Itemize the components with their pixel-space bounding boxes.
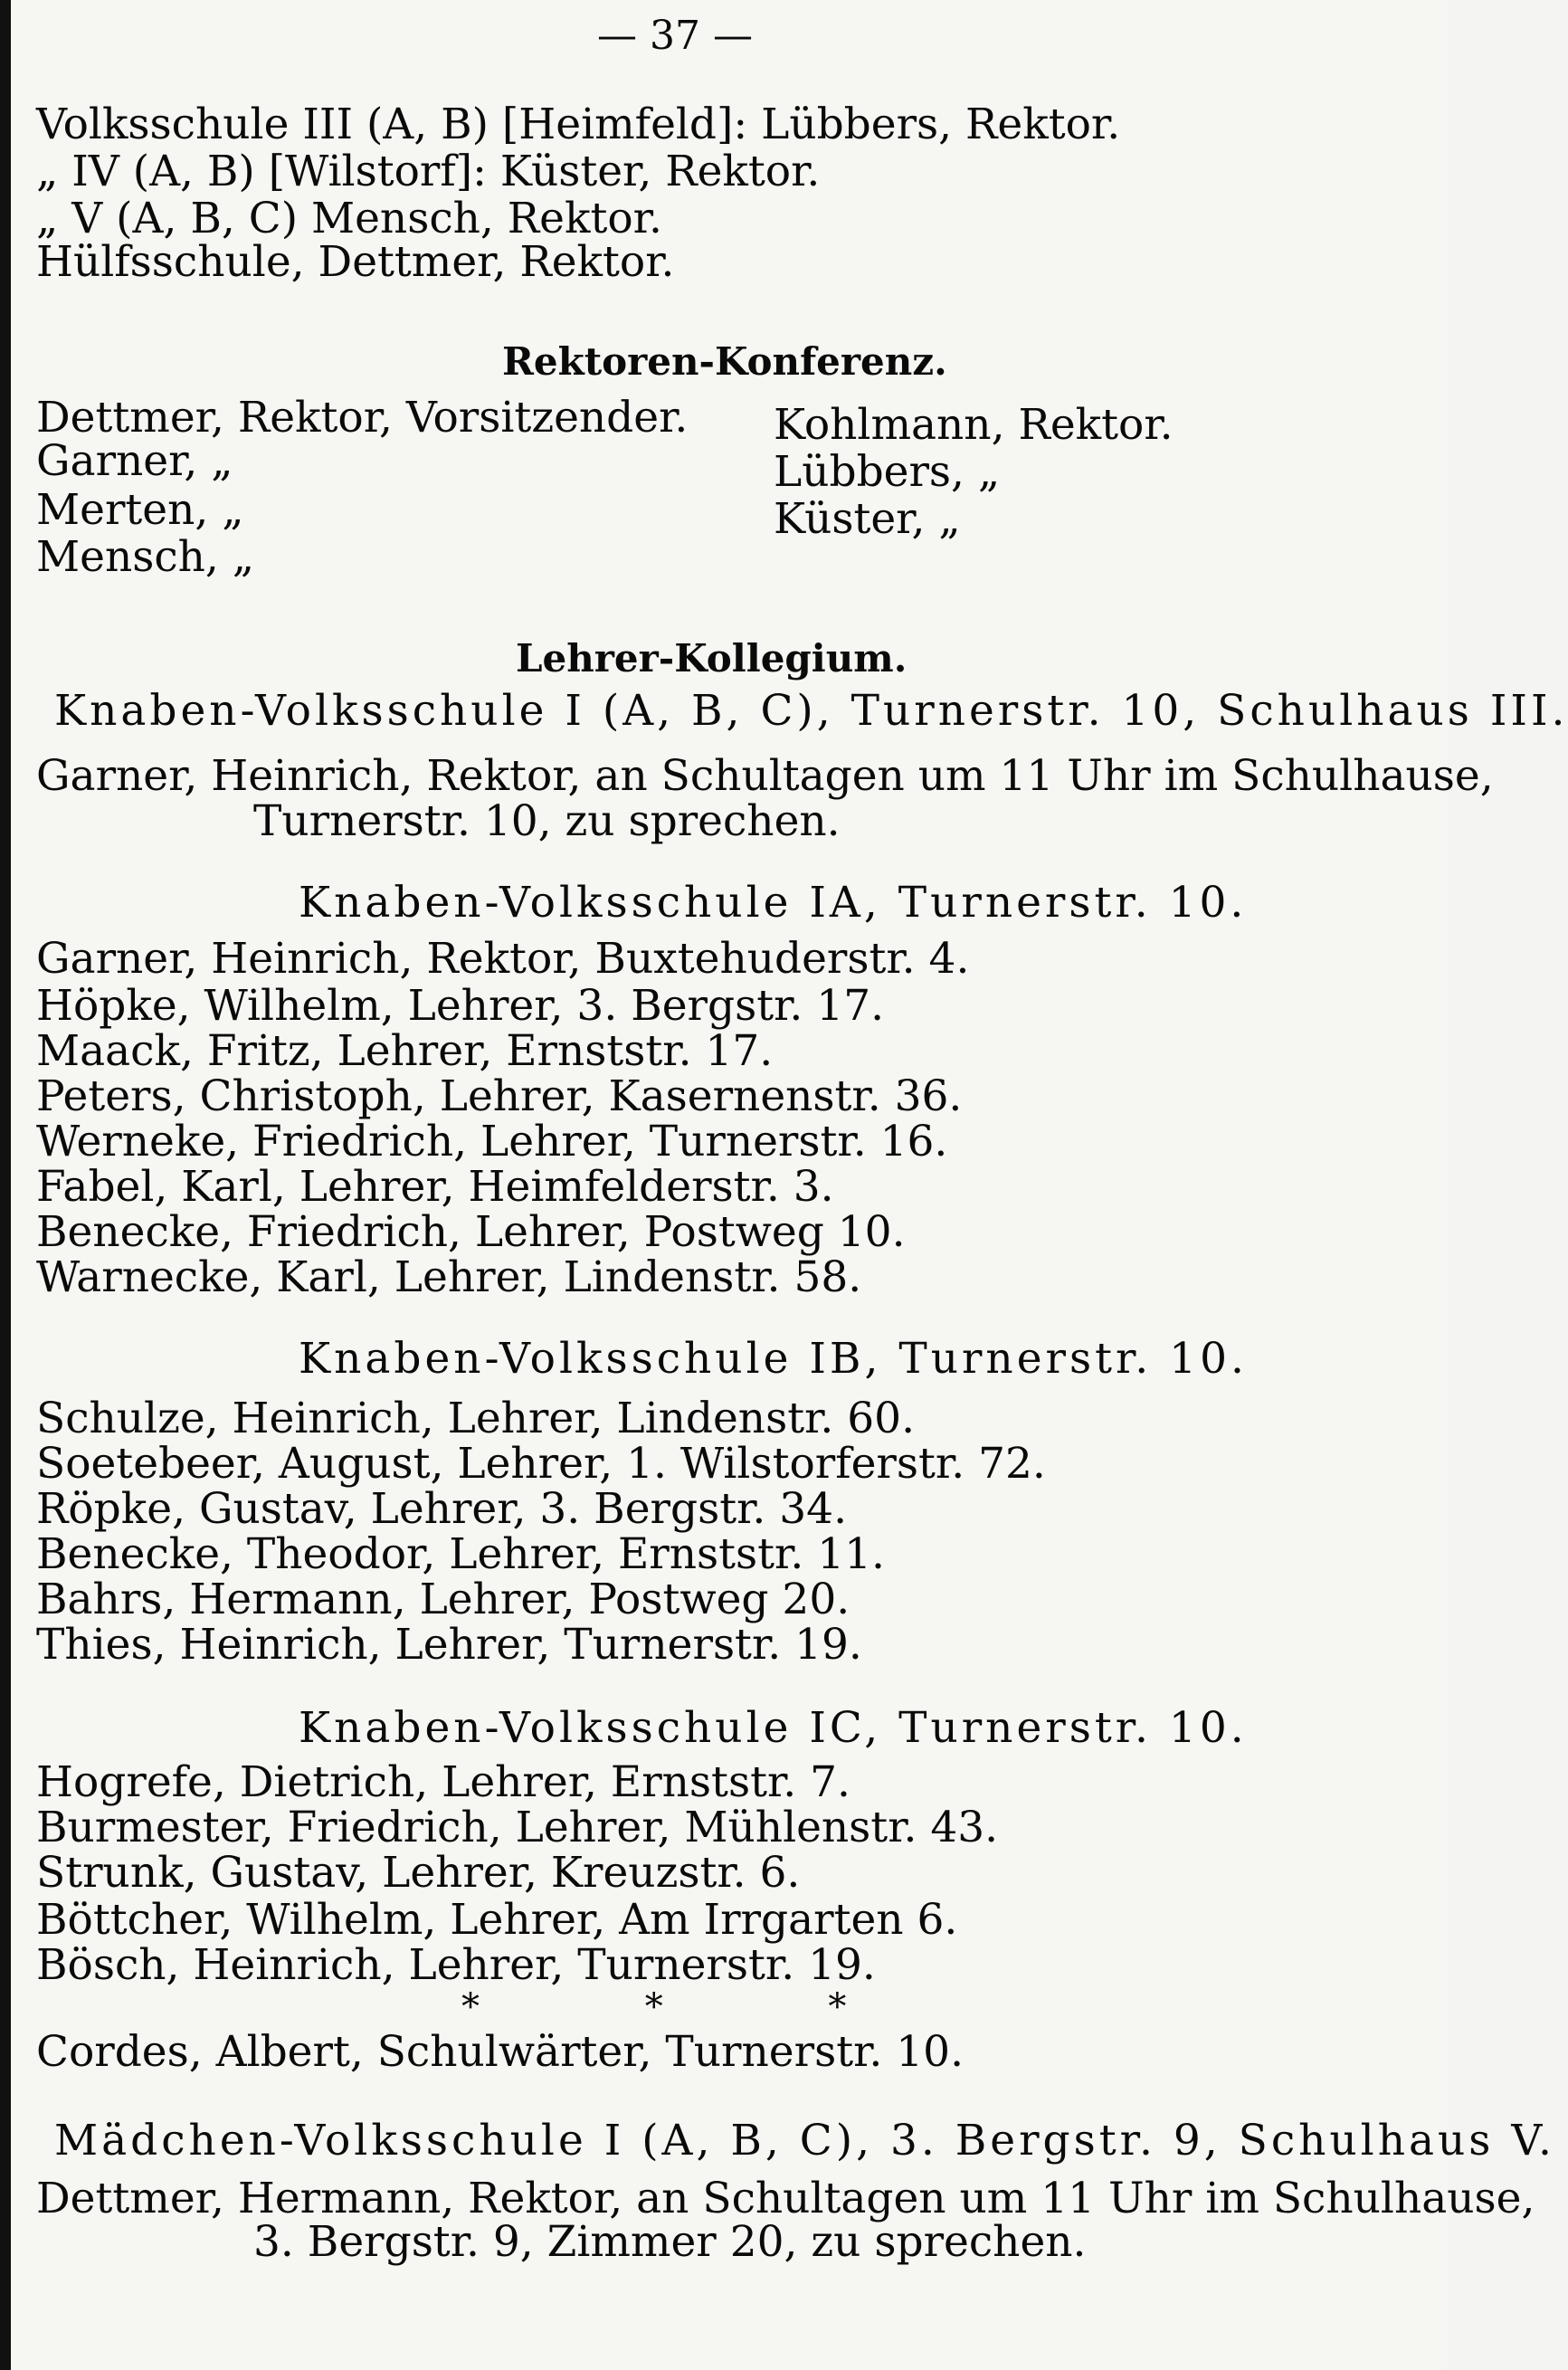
teacher-entry: Werneke, Friedrich, Lehrer, Turnerstr. 16. <box>36 1117 948 1166</box>
rektor-entry: Garner, „ <box>36 436 233 486</box>
teacher-entry: Strunk, Gustav, Lehrer, Kreuzstr. 6. <box>36 1848 801 1898</box>
text-line: Garner, Heinrich, Rektor, an Schultagen um 11 Uhr im Schulhause, <box>36 751 1494 801</box>
teacher-entry: Röpke, Gustav, Lehrer, 3. Bergstr. 34. <box>36 1484 848 1534</box>
page-number: — 37 — <box>597 13 753 59</box>
section-heading: Rektoren-Konferenz. <box>502 339 947 384</box>
teacher-entry: Benecke, Theodor, Lehrer, Ernststr. 11. <box>36 1529 885 1579</box>
subsection-title: Knaben-Volksschule IC, Turnerstr. 10. <box>299 1703 1248 1753</box>
school-line: „ V (A, B, C) Mensch, Rektor. <box>36 194 662 243</box>
school-title: Mädchen-Volksschule I (A, B, C), 3. Bergstr. 9, Schulhaus V. <box>54 2116 1555 2165</box>
teacher-entry: Hogrefe, Dietrich, Lehrer, Ernststr. 7. <box>36 1757 851 1807</box>
school-title: Knaben-Volksschule I (A, B, C), Turnerstr. 10, Schulhaus III. <box>54 686 1568 736</box>
teacher-entry: Höpke, Wilhelm, Lehrer, 3. Bergstr. 17. <box>36 981 885 1031</box>
rektor-entry: Merten, „ <box>36 485 244 535</box>
school-line: Volksschule III (A, B) [Heimfeld]: Lübbers, Rektor. <box>36 100 1121 149</box>
teacher-entry: Maack, Fritz, Lehrer, Ernststr. 17. <box>36 1026 774 1076</box>
teacher-entry: Bösch, Heinrich, Lehrer, Turnerstr. 19. <box>36 1940 876 1990</box>
teacher-entry: Warnecke, Karl, Lehrer, Lindenstr. 58. <box>36 1252 862 1302</box>
text-line: 3. Bergstr. 9, Zimmer 20, zu sprechen. <box>253 2217 1087 2267</box>
text-line: Dettmer, Hermann, Rektor, an Schultagen um 11 Uhr im Schulhause, <box>36 2174 1535 2223</box>
teacher-entry: Benecke, Friedrich, Lehrer, Postweg 10. <box>36 1207 906 1257</box>
rektor-entry: Lübbers, „ <box>774 447 1001 497</box>
school-line: „ IV (A, B) [Wilstorf]: Küster, Rektor. <box>36 147 821 196</box>
teacher-entry: Soetebeer, August, Lehrer, 1. Wilstorferstr. 72. <box>36 1439 1046 1489</box>
teacher-entry: Böttcher, Wilhelm, Lehrer, Am Irrgarten 6. <box>36 1895 958 1945</box>
asterisk-divider: * * * <box>461 1986 847 2028</box>
subsection-title: Knaben-Volksschule IB, Turnerstr. 10. <box>299 1334 1248 1384</box>
teacher-entry: Peters, Christoph, Lehrer, Kasernenstr. 36. <box>36 1071 963 1121</box>
teacher-entry: Garner, Heinrich, Rektor, Buxtehuderstr. 4. <box>36 934 970 984</box>
scan-edge <box>0 0 11 2370</box>
teacher-entry: Burmester, Friedrich, Lehrer, Mühlenstr. 43. <box>36 1803 999 1852</box>
teacher-entry: Schulze, Heinrich, Lehrer, Lindenstr. 60. <box>36 1394 916 1443</box>
teacher-entry: Thies, Heinrich, Lehrer, Turnerstr. 19. <box>36 1620 862 1670</box>
teacher-entry: Cordes, Albert, Schulwärter, Turnerstr. 10. <box>36 2027 965 2077</box>
teacher-entry: Fabel, Karl, Lehrer, Heimfelderstr. 3. <box>36 1162 834 1212</box>
rektor-entry: Dettmer, Rektor, Vorsitzender. <box>36 393 689 443</box>
section-heading: Lehrer-Kollegium. <box>516 636 908 681</box>
teacher-entry: Bahrs, Hermann, Lehrer, Postweg 20. <box>36 1575 851 1624</box>
rektor-entry: Küster, „ <box>774 494 961 544</box>
rektor-entry: Kohlmann, Rektor. <box>774 400 1174 450</box>
subsection-title: Knaben-Volksschule IA, Turnerstr. 10. <box>299 878 1248 928</box>
school-line: Hülfsschule, Dettmer, Rektor. <box>36 237 675 287</box>
text-line: Turnerstr. 10, zu sprechen. <box>253 796 841 846</box>
rektor-entry: Mensch, „ <box>36 532 255 582</box>
